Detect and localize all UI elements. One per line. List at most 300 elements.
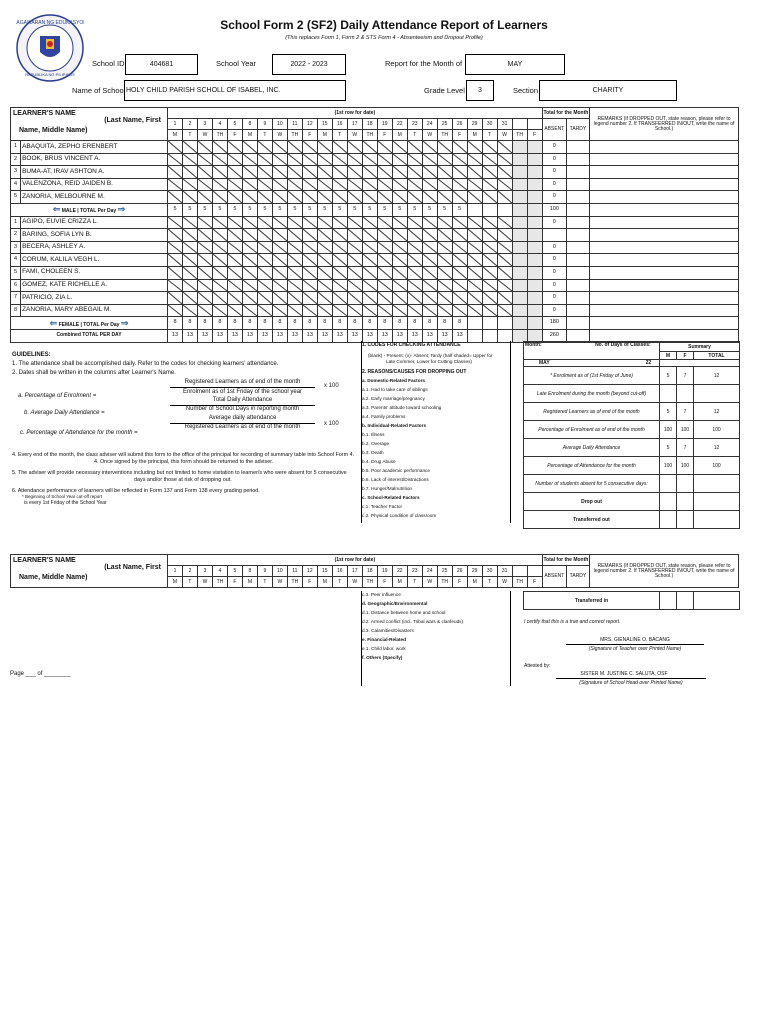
attendance-mark-cell[interactable]: [392, 292, 407, 305]
attendance-mark-cell[interactable]: [227, 191, 242, 204]
attendance-mark-cell[interactable]: [302, 178, 317, 191]
attendance-mark-cell[interactable]: [317, 166, 332, 179]
attendance-mark-cell[interactable]: [347, 166, 362, 179]
attendance-mark-cell[interactable]: [437, 254, 452, 267]
attendance-mark-cell[interactable]: [302, 166, 317, 179]
summary-female-value[interactable]: 7: [677, 367, 694, 385]
attendance-mark-cell[interactable]: [377, 216, 392, 229]
attendance-mark-cell[interactable]: [392, 279, 407, 292]
attendance-mark-cell[interactable]: [437, 292, 452, 305]
attendance-mark-cell[interactable]: [317, 292, 332, 305]
attendance-mark-cell[interactable]: [362, 178, 377, 191]
date-cell[interactable]: 2: [182, 566, 197, 577]
attendance-mark-cell[interactable]: [407, 166, 422, 179]
attendance-mark-cell[interactable]: [407, 191, 422, 204]
summary-total-value[interactable]: 12: [694, 439, 740, 457]
date-cell[interactable]: 31: [497, 119, 512, 130]
attendance-mark-cell[interactable]: [182, 241, 197, 254]
attendance-mark-cell[interactable]: [332, 254, 347, 267]
date-cell[interactable]: 2: [182, 119, 197, 130]
attendance-mark-cell[interactable]: [482, 229, 497, 242]
attendance-mark-cell[interactable]: [332, 279, 347, 292]
attendance-mark-cell[interactable]: [332, 229, 347, 242]
attendance-mark-cell[interactable]: [272, 254, 287, 267]
date-cell[interactable]: 19: [377, 119, 392, 130]
date-cell[interactable]: 29: [467, 119, 482, 130]
attendance-mark-cell[interactable]: [452, 229, 467, 242]
date-cell[interactable]: 30: [482, 566, 497, 577]
attendance-mark-cell[interactable]: [467, 241, 482, 254]
attendance-mark-cell[interactable]: [302, 304, 317, 317]
attendance-mark-cell[interactable]: [407, 241, 422, 254]
attendance-mark-cell[interactable]: [197, 166, 212, 179]
attendance-mark-cell[interactable]: [182, 216, 197, 229]
attendance-mark-cell[interactable]: [512, 166, 527, 179]
attendance-mark-cell[interactable]: [227, 254, 242, 267]
attendance-mark-cell[interactable]: [227, 216, 242, 229]
learner-name[interactable]: GOMEZ, KATE RICHELLE A.: [21, 279, 168, 292]
attendance-mark-cell[interactable]: [437, 191, 452, 204]
attendance-mark-cell[interactable]: [407, 254, 422, 267]
remarks-cell[interactable]: [590, 166, 739, 179]
attendance-mark-cell[interactable]: [392, 241, 407, 254]
attendance-mark-cell[interactable]: [227, 166, 242, 179]
attendance-mark-cell[interactable]: [422, 304, 437, 317]
attendance-mark-cell[interactable]: [527, 266, 542, 279]
attendance-mark-cell[interactable]: [362, 241, 377, 254]
attendance-mark-cell[interactable]: [242, 279, 257, 292]
attendance-mark-cell[interactable]: [407, 229, 422, 242]
attendance-mark-cell[interactable]: [197, 241, 212, 254]
attendance-mark-cell[interactable]: [512, 229, 527, 242]
summary-male-value[interactable]: 100: [660, 421, 677, 439]
attendance-mark-cell[interactable]: [482, 178, 497, 191]
learner-name[interactable]: CORUM, KALILA VEGH L.: [21, 254, 168, 267]
attendance-mark-cell[interactable]: [407, 279, 422, 292]
summary-total-value[interactable]: 100: [694, 457, 740, 475]
attendance-mark-cell[interactable]: [512, 292, 527, 305]
attendance-mark-cell[interactable]: [482, 216, 497, 229]
attendance-mark-cell[interactable]: [212, 266, 227, 279]
section-field[interactable]: CHARITY: [539, 80, 677, 101]
learner-name[interactable]: ZANORIA, MELBOURNE M.: [21, 191, 168, 204]
attendance-mark-cell[interactable]: [212, 254, 227, 267]
remarks-cell[interactable]: [590, 153, 739, 166]
attendance-mark-cell[interactable]: [497, 279, 512, 292]
attendance-mark-cell[interactable]: [197, 141, 212, 154]
date-cell[interactable]: 24: [422, 119, 437, 130]
attendance-mark-cell[interactable]: [392, 153, 407, 166]
attendance-mark-cell[interactable]: [182, 178, 197, 191]
tardy-count[interactable]: [566, 166, 589, 179]
attendance-mark-cell[interactable]: [332, 153, 347, 166]
attendance-mark-cell[interactable]: [452, 216, 467, 229]
date-cell[interactable]: 15: [317, 566, 332, 577]
attendance-mark-cell[interactable]: [317, 216, 332, 229]
attendance-mark-cell[interactable]: [242, 292, 257, 305]
summary-total-value[interactable]: [694, 493, 740, 511]
attendance-mark-cell[interactable]: [422, 229, 437, 242]
attendance-mark-cell[interactable]: [302, 292, 317, 305]
attendance-mark-cell[interactable]: [302, 216, 317, 229]
attendance-mark-cell[interactable]: [482, 166, 497, 179]
attendance-mark-cell[interactable]: [272, 141, 287, 154]
school-year-field[interactable]: 2022 - 2023: [272, 54, 346, 75]
date-cell[interactable]: 1: [167, 566, 182, 577]
remarks-cell[interactable]: [590, 279, 739, 292]
date-cell[interactable]: 1: [167, 119, 182, 130]
summary-male-value[interactable]: [660, 385, 677, 403]
attendance-mark-cell[interactable]: [257, 178, 272, 191]
attendance-mark-cell[interactable]: [167, 292, 182, 305]
transferred-in-f[interactable]: [677, 592, 694, 610]
attendance-mark-cell[interactable]: [452, 279, 467, 292]
attendance-mark-cell[interactable]: [497, 178, 512, 191]
attendance-mark-cell[interactable]: [377, 229, 392, 242]
attendance-mark-cell[interactable]: [467, 229, 482, 242]
learner-name[interactable]: ABAQUITA, ZEPHO ERENBERT: [21, 141, 168, 154]
date-cell[interactable]: 3: [197, 566, 212, 577]
attendance-mark-cell[interactable]: [287, 292, 302, 305]
attendance-mark-cell[interactable]: [257, 191, 272, 204]
attendance-mark-cell[interactable]: [227, 141, 242, 154]
attendance-mark-cell[interactable]: [407, 304, 422, 317]
attendance-mark-cell[interactable]: [497, 141, 512, 154]
attendance-mark-cell[interactable]: [167, 166, 182, 179]
date-cell[interactable]: [527, 119, 542, 130]
learner-name[interactable]: ZANORIA, MARY ABEGAIL M.: [21, 304, 168, 317]
date-cell[interactable]: 26: [452, 566, 467, 577]
attendance-mark-cell[interactable]: [317, 241, 332, 254]
date-cell[interactable]: 8: [242, 566, 257, 577]
attendance-mark-cell[interactable]: [452, 166, 467, 179]
date-cell[interactable]: 18: [362, 119, 377, 130]
attendance-mark-cell[interactable]: [257, 254, 272, 267]
attendance-mark-cell[interactable]: [332, 178, 347, 191]
attendance-mark-cell[interactable]: [242, 166, 257, 179]
attendance-mark-cell[interactable]: [422, 216, 437, 229]
attendance-mark-cell[interactable]: [317, 191, 332, 204]
attendance-mark-cell[interactable]: [212, 191, 227, 204]
attendance-mark-cell[interactable]: [182, 153, 197, 166]
attendance-mark-cell[interactable]: [242, 241, 257, 254]
attendance-mark-cell[interactable]: [467, 216, 482, 229]
attendance-mark-cell[interactable]: [227, 153, 242, 166]
attendance-mark-cell[interactable]: [467, 304, 482, 317]
attendance-mark-cell[interactable]: [197, 229, 212, 242]
attendance-mark-cell[interactable]: [257, 241, 272, 254]
summary-total-value[interactable]: 12: [694, 367, 740, 385]
attendance-mark-cell[interactable]: [362, 153, 377, 166]
absent-count[interactable]: 0: [542, 216, 566, 229]
attendance-mark-cell[interactable]: [527, 141, 542, 154]
date-cell[interactable]: [512, 119, 527, 130]
attendance-mark-cell[interactable]: [332, 304, 347, 317]
school-id-field[interactable]: 404681: [125, 54, 198, 75]
attendance-mark-cell[interactable]: [347, 153, 362, 166]
attendance-mark-cell[interactable]: [347, 266, 362, 279]
attendance-mark-cell[interactable]: [167, 279, 182, 292]
attendance-mark-cell[interactable]: [482, 279, 497, 292]
attendance-mark-cell[interactable]: [512, 279, 527, 292]
learner-name[interactable]: BARING, SOFIA LYN B.: [21, 229, 168, 242]
transferred-in-total[interactable]: [694, 592, 740, 610]
date-cell[interactable]: 23: [407, 566, 422, 577]
remarks-cell[interactable]: [590, 241, 739, 254]
summary-total-value[interactable]: 100: [694, 421, 740, 439]
attendance-mark-cell[interactable]: [197, 292, 212, 305]
date-cell[interactable]: 19: [377, 566, 392, 577]
attendance-mark-cell[interactable]: [437, 153, 452, 166]
tardy-count[interactable]: [566, 141, 589, 154]
summary-total-value[interactable]: [694, 385, 740, 403]
attendance-mark-cell[interactable]: [392, 254, 407, 267]
attendance-mark-cell[interactable]: [377, 254, 392, 267]
attendance-mark-cell[interactable]: [227, 292, 242, 305]
attendance-mark-cell[interactable]: [242, 304, 257, 317]
attendance-mark-cell[interactable]: [452, 141, 467, 154]
attendance-mark-cell[interactable]: [287, 216, 302, 229]
attendance-mark-cell[interactable]: [227, 279, 242, 292]
attendance-mark-cell[interactable]: [317, 141, 332, 154]
attendance-mark-cell[interactable]: [257, 216, 272, 229]
date-cell[interactable]: 23: [407, 119, 422, 130]
date-cell[interactable]: 24: [422, 566, 437, 577]
attendance-mark-cell[interactable]: [512, 216, 527, 229]
date-cell[interactable]: 17: [347, 119, 362, 130]
attendance-mark-cell[interactable]: [242, 153, 257, 166]
attendance-mark-cell[interactable]: [482, 266, 497, 279]
attendance-mark-cell[interactable]: [467, 292, 482, 305]
attendance-mark-cell[interactable]: [452, 153, 467, 166]
attendance-mark-cell[interactable]: [347, 304, 362, 317]
date-cell[interactable]: 9: [257, 119, 272, 130]
attendance-mark-cell[interactable]: [482, 254, 497, 267]
attendance-mark-cell[interactable]: [182, 141, 197, 154]
attendance-mark-cell[interactable]: [392, 304, 407, 317]
attendance-mark-cell[interactable]: [497, 266, 512, 279]
remarks-cell[interactable]: [590, 266, 739, 279]
attendance-mark-cell[interactable]: [332, 166, 347, 179]
attendance-mark-cell[interactable]: [497, 254, 512, 267]
attendance-mark-cell[interactable]: [197, 216, 212, 229]
tardy-count[interactable]: [566, 191, 589, 204]
attendance-mark-cell[interactable]: [497, 292, 512, 305]
remarks-cell[interactable]: [590, 216, 739, 229]
date-cell[interactable]: 25: [437, 119, 452, 130]
attendance-mark-cell[interactable]: [317, 304, 332, 317]
date-cell[interactable]: 11: [287, 566, 302, 577]
attendance-mark-cell[interactable]: [302, 141, 317, 154]
learner-name[interactable]: BECERA, ASHLEY A.: [21, 241, 168, 254]
attendance-mark-cell[interactable]: [452, 191, 467, 204]
attendance-mark-cell[interactable]: [467, 191, 482, 204]
attendance-mark-cell[interactable]: [227, 229, 242, 242]
attendance-mark-cell[interactable]: [392, 166, 407, 179]
attendance-mark-cell[interactable]: [362, 141, 377, 154]
attendance-mark-cell[interactable]: [182, 229, 197, 242]
tardy-count[interactable]: [566, 216, 589, 229]
attendance-mark-cell[interactable]: [512, 254, 527, 267]
attendance-mark-cell[interactable]: [437, 229, 452, 242]
attendance-mark-cell[interactable]: [257, 304, 272, 317]
tardy-count[interactable]: [566, 241, 589, 254]
learner-name[interactable]: PATRICIO, ZIA L.: [21, 292, 168, 305]
attendance-mark-cell[interactable]: [362, 279, 377, 292]
attendance-mark-cell[interactable]: [347, 279, 362, 292]
attendance-mark-cell[interactable]: [272, 266, 287, 279]
attendance-mark-cell[interactable]: [512, 241, 527, 254]
date-cell[interactable]: 5: [227, 119, 242, 130]
attendance-mark-cell[interactable]: [482, 304, 497, 317]
attendance-mark-cell[interactable]: [377, 191, 392, 204]
attendance-mark-cell[interactable]: [317, 153, 332, 166]
attendance-mark-cell[interactable]: [272, 241, 287, 254]
attendance-mark-cell[interactable]: [287, 279, 302, 292]
attendance-mark-cell[interactable]: [272, 178, 287, 191]
attendance-mark-cell[interactable]: [167, 266, 182, 279]
attendance-mark-cell[interactable]: [362, 254, 377, 267]
attendance-mark-cell[interactable]: [287, 241, 302, 254]
attendance-mark-cell[interactable]: [242, 266, 257, 279]
absent-count[interactable]: 0: [542, 266, 566, 279]
attendance-mark-cell[interactable]: [392, 216, 407, 229]
tardy-count[interactable]: [566, 266, 589, 279]
attendance-mark-cell[interactable]: [212, 279, 227, 292]
attendance-mark-cell[interactable]: [182, 304, 197, 317]
summary-female-value[interactable]: 7: [677, 439, 694, 457]
date-cell[interactable]: 15: [317, 119, 332, 130]
attendance-mark-cell[interactable]: [227, 304, 242, 317]
learner-name[interactable]: VALENZONA, REID JAIDEN B.: [21, 178, 168, 191]
attendance-mark-cell[interactable]: [422, 266, 437, 279]
attendance-mark-cell[interactable]: [422, 191, 437, 204]
tardy-count[interactable]: [566, 153, 589, 166]
attendance-mark-cell[interactable]: [257, 166, 272, 179]
attendance-mark-cell[interactable]: [512, 178, 527, 191]
absent-count[interactable]: 0: [542, 292, 566, 305]
date-cell[interactable]: 22: [392, 566, 407, 577]
absent-count[interactable]: 0: [542, 166, 566, 179]
attendance-mark-cell[interactable]: [512, 153, 527, 166]
tardy-count[interactable]: [566, 304, 589, 317]
date-cell[interactable]: 12: [302, 566, 317, 577]
attendance-mark-cell[interactable]: [377, 153, 392, 166]
attendance-mark-cell[interactable]: [182, 166, 197, 179]
attendance-mark-cell[interactable]: [437, 141, 452, 154]
attendance-mark-cell[interactable]: [242, 191, 257, 204]
attendance-mark-cell[interactable]: [272, 153, 287, 166]
attendance-mark-cell[interactable]: [377, 304, 392, 317]
attendance-mark-cell[interactable]: [452, 304, 467, 317]
summary-male-value[interactable]: [660, 493, 677, 511]
attendance-mark-cell[interactable]: [482, 292, 497, 305]
summary-total-value[interactable]: 12: [694, 403, 740, 421]
remarks-cell[interactable]: [590, 229, 739, 242]
date-cell[interactable]: 29: [467, 566, 482, 577]
attendance-mark-cell[interactable]: [497, 216, 512, 229]
absent-count[interactable]: 0: [542, 241, 566, 254]
attendance-mark-cell[interactable]: [392, 229, 407, 242]
summary-female-value[interactable]: 100: [677, 421, 694, 439]
attendance-mark-cell[interactable]: [257, 292, 272, 305]
attendance-mark-cell[interactable]: [392, 178, 407, 191]
attendance-mark-cell[interactable]: [437, 216, 452, 229]
school-name-field[interactable]: HOLY CHILD PARISH SCHOLL OF ISABEL, INC.: [124, 80, 346, 101]
attendance-mark-cell[interactable]: [302, 153, 317, 166]
attendance-mark-cell[interactable]: [377, 279, 392, 292]
attendance-mark-cell[interactable]: [272, 166, 287, 179]
attendance-mark-cell[interactable]: [332, 241, 347, 254]
attendance-mark-cell[interactable]: [212, 216, 227, 229]
absent-count[interactable]: 0: [542, 304, 566, 317]
attendance-mark-cell[interactable]: [242, 178, 257, 191]
tardy-count[interactable]: [566, 254, 589, 267]
attendance-mark-cell[interactable]: [512, 304, 527, 317]
attendance-mark-cell[interactable]: [497, 166, 512, 179]
attendance-mark-cell[interactable]: [182, 266, 197, 279]
attendance-mark-cell[interactable]: [482, 153, 497, 166]
learner-name[interactable]: BUMA-AT, IRAV ASHTON A.: [21, 166, 168, 179]
summary-male-value[interactable]: 100: [660, 457, 677, 475]
attendance-mark-cell[interactable]: [287, 229, 302, 242]
attendance-mark-cell[interactable]: [347, 254, 362, 267]
attendance-mark-cell[interactable]: [347, 216, 362, 229]
attendance-mark-cell[interactable]: [527, 178, 542, 191]
date-cell[interactable]: 31: [497, 566, 512, 577]
attendance-mark-cell[interactable]: [347, 178, 362, 191]
attendance-mark-cell[interactable]: [182, 279, 197, 292]
attendance-mark-cell[interactable]: [212, 153, 227, 166]
date-cell[interactable]: [512, 566, 527, 577]
attendance-mark-cell[interactable]: [527, 166, 542, 179]
absent-count[interactable]: 0: [542, 153, 566, 166]
attendance-mark-cell[interactable]: [512, 191, 527, 204]
attendance-mark-cell[interactable]: [497, 241, 512, 254]
attendance-mark-cell[interactable]: [317, 254, 332, 267]
attendance-mark-cell[interactable]: [362, 166, 377, 179]
summary-female-value[interactable]: [677, 493, 694, 511]
attendance-mark-cell[interactable]: [452, 241, 467, 254]
attendance-mark-cell[interactable]: [467, 153, 482, 166]
attendance-mark-cell[interactable]: [362, 216, 377, 229]
summary-total-value[interactable]: [694, 475, 740, 493]
summary-male-value[interactable]: 5: [660, 403, 677, 421]
attendance-mark-cell[interactable]: [527, 304, 542, 317]
attendance-mark-cell[interactable]: [437, 304, 452, 317]
attendance-mark-cell[interactable]: [362, 292, 377, 305]
attendance-mark-cell[interactable]: [302, 229, 317, 242]
attendance-mark-cell[interactable]: [392, 141, 407, 154]
attendance-mark-cell[interactable]: [407, 141, 422, 154]
attendance-mark-cell[interactable]: [422, 141, 437, 154]
grade-level-field[interactable]: 3: [466, 80, 494, 101]
attendance-mark-cell[interactable]: [377, 241, 392, 254]
date-cell[interactable]: 30: [482, 119, 497, 130]
absent-count[interactable]: 0: [542, 141, 566, 154]
attendance-mark-cell[interactable]: [407, 153, 422, 166]
summary-female-value[interactable]: [677, 385, 694, 403]
attendance-mark-cell[interactable]: [227, 266, 242, 279]
attendance-mark-cell[interactable]: [197, 279, 212, 292]
attendance-mark-cell[interactable]: [212, 304, 227, 317]
attendance-mark-cell[interactable]: [407, 178, 422, 191]
attendance-mark-cell[interactable]: [287, 191, 302, 204]
attendance-mark-cell[interactable]: [497, 229, 512, 242]
attendance-mark-cell[interactable]: [272, 304, 287, 317]
attendance-mark-cell[interactable]: [467, 141, 482, 154]
date-cell[interactable]: 9: [257, 566, 272, 577]
